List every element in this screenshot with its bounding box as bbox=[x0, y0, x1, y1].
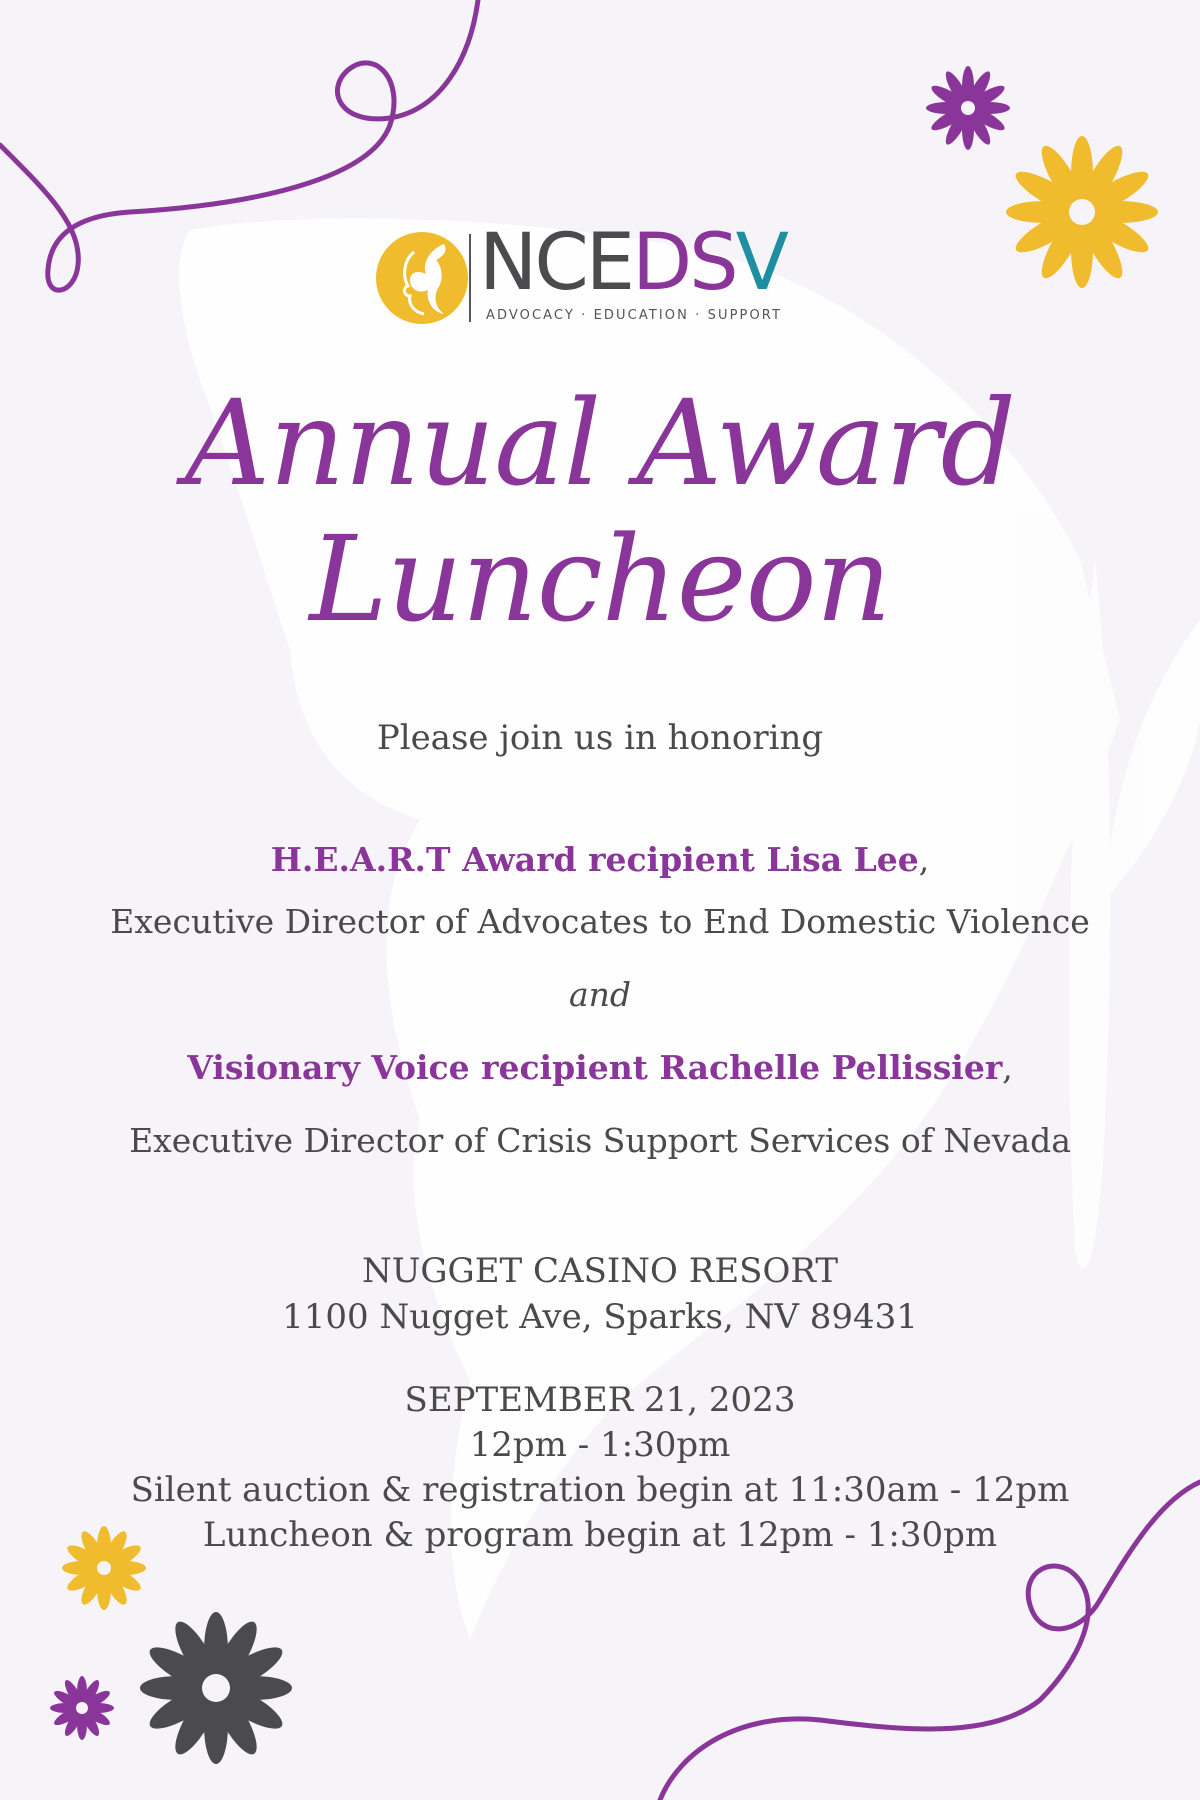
honoree-1-role: Executive Director of Advocates to End Domestic Violence bbox=[110, 902, 1090, 941]
logo-wordmark-part: NCE bbox=[479, 218, 633, 308]
flower-icon bbox=[1006, 136, 1158, 288]
logo-wordmark bbox=[479, 218, 787, 308]
event-time: 12pm - 1:30pm bbox=[469, 1425, 731, 1465]
butterfly-logo-icon bbox=[374, 230, 470, 326]
logo-wordmark-part: V bbox=[735, 218, 787, 308]
event-title-line-2: Luncheon bbox=[309, 510, 891, 648]
honoree-2-comma: , bbox=[1002, 1048, 1013, 1087]
nce-dsv-logo bbox=[374, 218, 830, 330]
honoree-2-award-text: Visionary Voice recipient Rachelle Pellissier bbox=[187, 1048, 1003, 1087]
venue-address: 1100 Nugget Ave, Sparks, NV 89431 bbox=[282, 1297, 918, 1337]
honoree-2-award bbox=[0, 1048, 1200, 1088]
program-info: Luncheon & program begin at 12pm - 1:30pm bbox=[202, 1515, 998, 1555]
flower-icon bbox=[50, 1676, 114, 1740]
honoree-1-award-text: H.E.A.R.T Award recipient Lisa Lee bbox=[270, 840, 919, 879]
flower-icon bbox=[140, 1612, 292, 1764]
event-title-line-1: Annual Award bbox=[184, 374, 1016, 512]
conjunction-text: and bbox=[568, 975, 632, 1014]
honoree-1-award bbox=[0, 840, 1200, 880]
flower-icon bbox=[926, 66, 1010, 150]
logo-tagline: ADVOCACY · EDUCATION · SUPPORT bbox=[486, 308, 783, 323]
logo-divider bbox=[469, 234, 471, 322]
logo-wordmark-part: DS bbox=[632, 218, 736, 308]
auction-info: Silent auction & registration begin at 11:30am - 12pm bbox=[130, 1470, 1070, 1510]
event-date: SEPTEMBER 21, 2023 bbox=[404, 1380, 796, 1420]
venue-name: NUGGET CASINO RESORT bbox=[361, 1251, 839, 1291]
honoree-1-comma: , bbox=[918, 840, 930, 879]
honoree-2-role: Executive Director of Crisis Support Services of Nevada bbox=[129, 1121, 1071, 1160]
intro-text: Please join us in honoring bbox=[376, 718, 824, 758]
